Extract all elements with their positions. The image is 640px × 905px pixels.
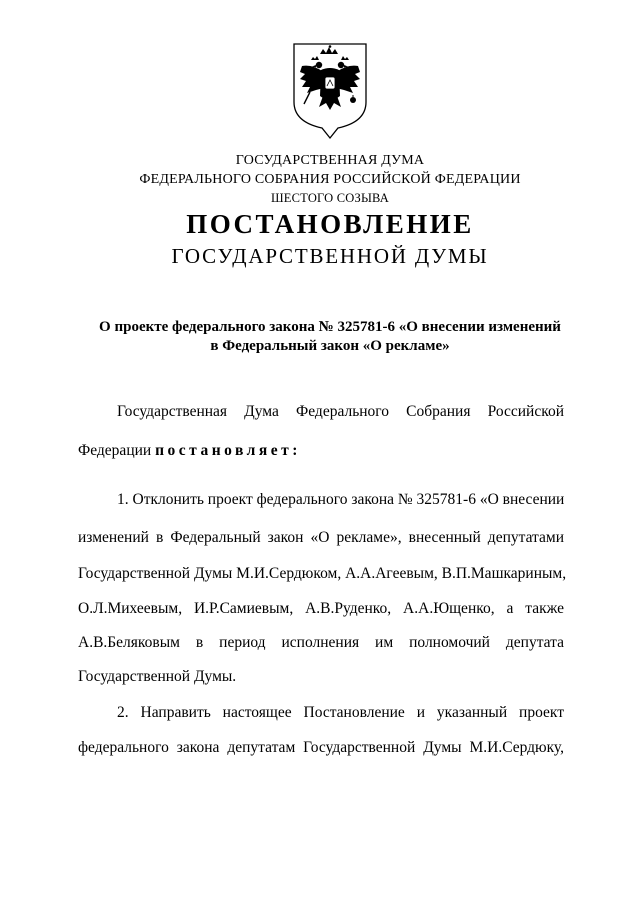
org-name-line-1: ГОСУДАРСТВЕННАЯ ДУМА <box>235 153 425 168</box>
item-1-line-6: Государственной Думы. <box>78 668 237 685</box>
org-name-line-2: ФЕДЕРАЛЬНОГО СОБРАНИЯ РОССИЙСКОЙ ФЕДЕРАЦИИ <box>139 172 521 187</box>
document-type-title: ПОСТАНОВЛЕНИЕ <box>186 209 474 239</box>
preamble-line-2 <box>78 441 564 461</box>
subject-line-1: О проекте федерального закона № 325781-6 «О внесении изменений <box>99 319 561 335</box>
preamble-line-1: Государственная Дума Федерального Собрания Российской <box>117 403 564 420</box>
subject-line-2: в Федеральный закон «О рекламе» <box>210 338 450 354</box>
item-2-line-2: федерального закона депутатам Государственной Думы М.И.Сердюку, <box>78 739 564 756</box>
item-1-line-2: изменений в Федеральный закон «О рекламе», внесенный депутатами <box>78 529 564 546</box>
preamble-text: Федерации <box>78 442 156 459</box>
item-1-line-3: Государственной Думы М.И.Сердюком, А.А.Агеевым, В.П.Машкариным, <box>78 565 567 582</box>
item-2-line-1: 2. Направить настоящее Постановление и указанный проект <box>117 704 564 721</box>
item-1-line-4: О.Л.Михеевым, И.Р.Самиевым, А.В.Руденко, А.А.Ющенко, а также <box>78 600 564 617</box>
operative-word: постановляет: <box>155 442 301 459</box>
convocation: ШЕСТОГО СОЗЫВА <box>270 191 390 205</box>
item-1-line-5: А.В.Беляковым в период исполнения им полномочий депутата <box>78 634 564 651</box>
issuer-title: ГОСУДАРСТВЕННОЙ ДУМЫ <box>171 244 489 268</box>
item-1-line-1: 1. Отклонить проект федерального закона № 325781-6 «О внесении <box>117 491 565 508</box>
russian-coat-of-arms-icon <box>290 40 370 140</box>
